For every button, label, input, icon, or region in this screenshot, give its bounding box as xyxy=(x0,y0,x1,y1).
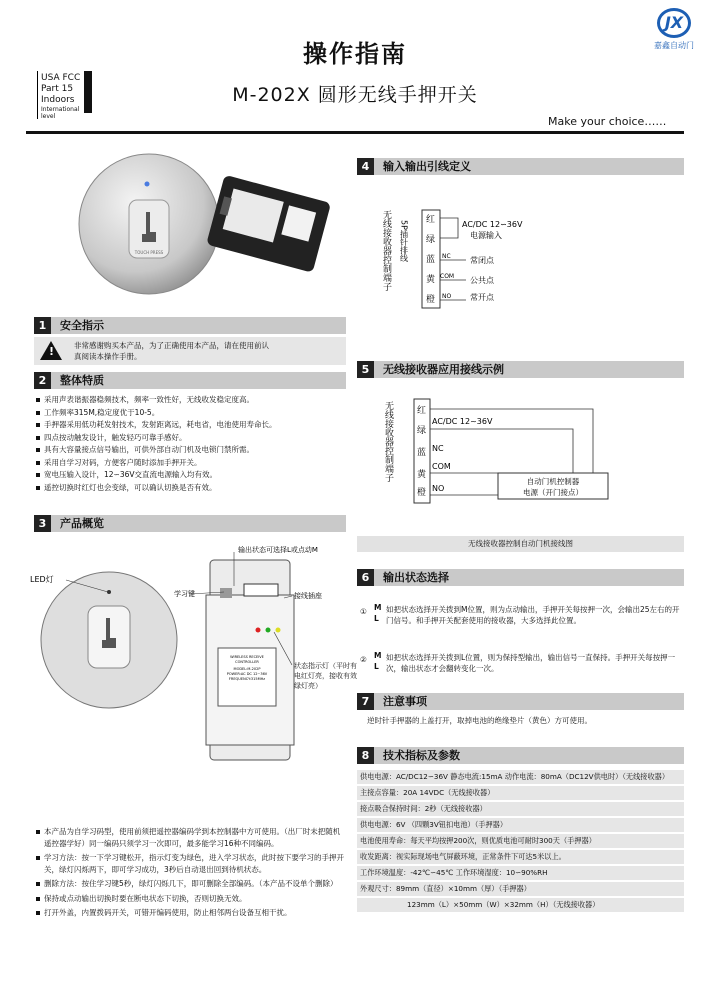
list-item: 手押器采用低功耗发射技术，发射距离远，耗电省，电池使用寿命长。 xyxy=(36,419,348,432)
circle-2: ② xyxy=(360,655,367,664)
com-label: COM xyxy=(432,462,451,471)
wire-red: 红 xyxy=(417,406,427,416)
section-6-header xyxy=(357,569,684,586)
notice-text: 逆时针手押器的上盖打开，取掉电池的绝缘垫片（黄色）方可使用。 xyxy=(367,716,592,725)
output-select-label: 输出状态可选择L或点动M xyxy=(238,546,318,554)
section-title: 无线接收器应用接线示例 xyxy=(383,363,504,376)
mode-m-desc: 如把状态选择开关拨到M位置，则为点动输出，手押开关每按押一次，会输出25左右的开门信号。和手押开关配套使用的接收器，大多选择此位置。 xyxy=(386,605,680,625)
no-label: NO xyxy=(442,293,452,300)
wire-yellow: 黄 xyxy=(417,470,427,480)
section-8-header xyxy=(357,747,684,764)
nc-desc: 常闭点 xyxy=(470,256,494,265)
power-label-2: 电源输入 xyxy=(470,231,502,240)
tagline: Make your choice…… xyxy=(548,115,667,128)
terminal-label: 接线插座 xyxy=(294,592,322,600)
board-text: WIRELESS RECEIVE xyxy=(230,655,264,659)
wire-green: 绿 xyxy=(417,426,427,436)
touch-label: TOUCH PRESS xyxy=(134,250,164,255)
learn-key xyxy=(220,588,232,598)
list-item: 遥控切换时红灯也会变绿，可以确认切换是否有效。 xyxy=(36,482,348,495)
board-text: CONTROLLER xyxy=(235,660,259,664)
section-title: 输出状态选择 xyxy=(383,571,449,584)
pin-definition-diagram xyxy=(381,200,586,315)
pin-label: 5P插针排线 xyxy=(399,220,409,262)
list-item: 打开外盖，内置拨码开关，可错开编码使用，防止相邻两台设备互相干扰。 xyxy=(36,907,346,919)
wire-blue: 蓝 xyxy=(417,448,427,458)
terminal-block xyxy=(244,584,278,596)
diagram-caption: 无线接收器控制自动门机接线图 xyxy=(468,539,573,548)
board-text: MODEL:M-202P xyxy=(233,667,261,671)
page-title: 操作指南 xyxy=(303,40,407,68)
section-7-header xyxy=(357,693,684,710)
switch-m: M xyxy=(374,651,382,660)
section-number: 1 xyxy=(34,317,51,334)
spec-row: 外观尺寸：89mm（直径）×10mm（厚）（手押器） xyxy=(357,882,684,896)
list-item: 保持或点动输出切换时要在断电状态下切换，否则切换无效。 xyxy=(36,893,346,905)
spec-row: 接点吸合保持时间：2秒（无线接收器） xyxy=(357,802,684,816)
side-label: 无线接收器控制端子 xyxy=(381,210,391,291)
warning-text: 真阅读本操作手册。 xyxy=(74,352,142,361)
fcc-level-bar xyxy=(84,71,92,113)
list-item: 采用声表谐振器稳频技术，频率一致性好，无线收发稳定度高。 xyxy=(36,394,348,407)
logo-text: 嘉鑫自动门 xyxy=(654,41,694,50)
warning-icon: ! xyxy=(40,341,62,360)
learn-key-label: 学习键 xyxy=(174,590,195,598)
section-4-header xyxy=(357,158,684,175)
nc-label: NC xyxy=(432,444,444,453)
com-label: COM xyxy=(440,273,455,280)
com-desc: 公共点 xyxy=(470,276,494,285)
product-photo xyxy=(34,152,346,302)
fcc-line: USA FCC xyxy=(41,73,81,83)
logo-mark: JX xyxy=(657,8,691,38)
switch-l: L xyxy=(374,614,379,623)
section-number: 8 xyxy=(357,747,374,764)
section-number: 6 xyxy=(357,569,374,586)
list-item: 具有大容量接点信号输出，可供外部自动门机及电锁门禁所需。 xyxy=(36,444,348,457)
wire-red: 红 xyxy=(426,215,436,225)
switch-l: L xyxy=(374,662,379,671)
fcc-line: International xyxy=(41,106,80,113)
wire-blue: 蓝 xyxy=(426,255,436,265)
section-title: 安全指示 xyxy=(60,319,104,332)
section-title: 注意事项 xyxy=(383,695,427,708)
section-title: 输入输出引线定义 xyxy=(383,160,471,173)
section-title: 产品概览 xyxy=(60,517,104,530)
section-title: 技术指标及参数 xyxy=(383,749,460,762)
switch-m: M xyxy=(374,603,382,612)
warning-text: 非常感谢购买本产品，为了正确使用本产品，请在使用前认 xyxy=(74,341,269,350)
section-1-header xyxy=(34,317,346,334)
led-icon xyxy=(145,182,150,187)
spec-row: 供电电源：AC/DC12∽36V 静态电流:15mA 动作电流：80mA（DC12V供电时）（无线接收器） xyxy=(357,770,684,784)
controller-label-2: 电源（开门接点） xyxy=(523,488,583,497)
board-text: POWER:AC DC 12~36V xyxy=(226,672,268,676)
section-number: 5 xyxy=(357,361,374,378)
list-item: 四点按动触发设计，触发轻巧可靠手感好。 xyxy=(36,432,348,445)
list-item: 宽电压输入设计，12∽36V交直流电源输入均有效。 xyxy=(36,469,348,482)
wire-orange: 橙 xyxy=(417,488,427,498)
feature-list xyxy=(36,394,348,494)
mode-l-desc: 如把状态选择开关拨到L位置，则为保持型输出，输出信号一直保持。手押开关每按押一次，输出状态才会翻转变化一次。 xyxy=(386,653,676,673)
spec-row: 工作环境温度：-42℃∽45℃ 工作环境湿度：10∽90%RH xyxy=(357,866,684,880)
section-number: 4 xyxy=(357,158,374,175)
spec-row: 123mm（L）×50mm（W）×32mm（H）（无线接收器） xyxy=(357,898,684,912)
safety-warning xyxy=(34,337,346,365)
list-item: 工作频率315M,稳定度优于10-5。 xyxy=(36,407,348,420)
spec-row: 电池使用寿命：每天平均按押200次，则优质电池可耐时300天（手押器） xyxy=(357,834,684,848)
spec-row: 主接点容量：20A 14VDC（无线接收器） xyxy=(357,786,684,800)
circle-1: ① xyxy=(360,607,367,616)
fcc-line: Part 15 xyxy=(41,84,74,94)
section-number: 7 xyxy=(357,693,374,710)
fcc-line: level xyxy=(41,113,56,120)
section-3-header xyxy=(34,515,346,532)
no-label: NO xyxy=(432,484,445,493)
section-title: 整体特质 xyxy=(60,374,104,387)
list-item: 删除方法：按住学习键5秒，绿灯闪烁几下，即可删除全部编码。（本产品不设单个删除） xyxy=(36,878,346,890)
power-label: AC/DC 12~36V xyxy=(432,417,493,426)
wire-yellow: 黄 xyxy=(426,275,436,285)
status-led-label: 状态指示灯（平时有电红灯亮，接收有效绿灯亮） xyxy=(294,662,357,690)
led-label: LED灯 xyxy=(30,575,54,584)
header-rule xyxy=(26,131,684,134)
section-2-header xyxy=(34,372,346,389)
section-5-header xyxy=(357,361,684,378)
board-text: FREQUENCY:315MHz xyxy=(228,677,266,681)
nc-label: NC xyxy=(442,253,451,260)
section-number: 2 xyxy=(34,372,51,389)
wire-orange: 橙 xyxy=(426,295,436,305)
power-label: AC/DC 12∽36V xyxy=(462,220,523,229)
spec-row: 供电电源：6V （四颗3V钮扣电池）（手押器） xyxy=(357,818,684,832)
usage-notes xyxy=(36,826,346,919)
spec-table xyxy=(357,770,684,914)
list-item: 学习方法：按一下学习键松开，指示灯变为绿色，进入学习状态，此时按下要学习的手押开关，绿灯闪烁两下，即可学习成功，3秒后自动退出回到待机状态。 xyxy=(36,852,346,875)
fcc-badge xyxy=(37,71,92,119)
section-number: 3 xyxy=(34,515,51,532)
controller-label: 自动门机控制器 xyxy=(526,477,580,486)
side-label: 无线接收器控制端子 xyxy=(383,401,393,482)
product-overview-diagram xyxy=(24,540,364,780)
wiring-example-diagram xyxy=(383,395,668,510)
fcc-line: Indoors xyxy=(41,95,75,105)
spec-row: 收发距离：视实际现场电气屏蔽环境，正常条件下可达5米以上。 xyxy=(357,850,684,864)
wire-green: 绿 xyxy=(426,235,436,245)
no-desc: 常开点 xyxy=(470,293,494,302)
page-subtitle: M-202X 圆形无线手押开关 xyxy=(232,84,478,106)
list-item: 本产品为自学习码型，使用前须把遥控器编码学到本控制器中方可使用。（出厂时未把随机遥控器学好）同一编码只须学习一次即可，最多能学习16种不同编码。 xyxy=(36,826,346,849)
list-item: 采用自学习对码，方便客户随时添加手押开关。 xyxy=(36,457,348,470)
